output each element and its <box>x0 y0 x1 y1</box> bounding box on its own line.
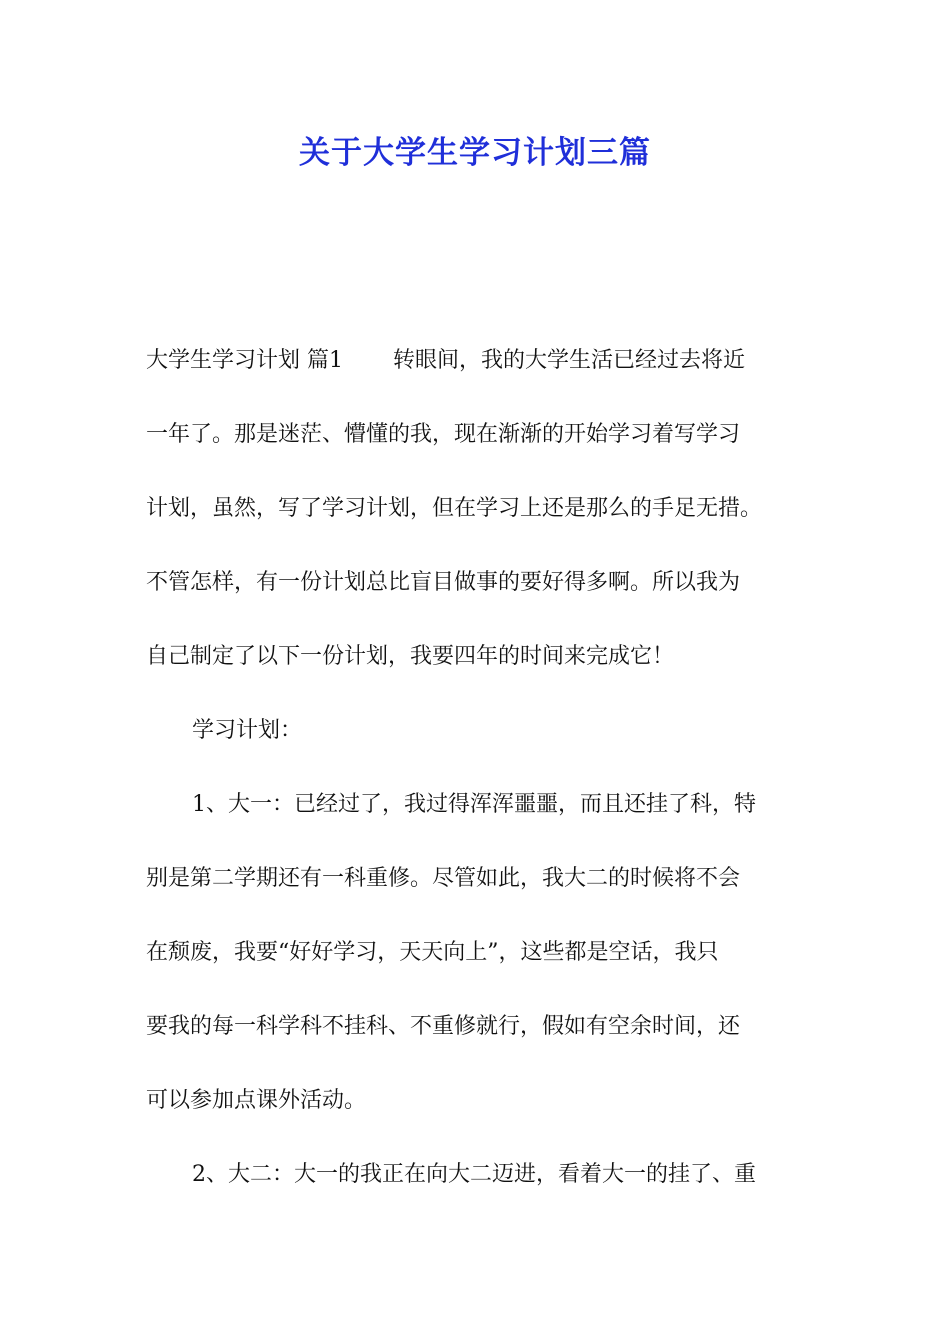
paragraph-line: 别是第二学期还有一科重修。尽管如此，我大二的时候将不会 <box>146 866 741 891</box>
document-body <box>146 336 811 1224</box>
paragraph-line: 在颓废，我要“好好学习，天天向上”，这些都是空话，我只 <box>146 940 719 965</box>
subheading-line: 学习计划： <box>192 718 303 743</box>
list-item-line: 1、大一：已经过了，我过得浑浑噩噩，而且还挂了科，特 <box>192 792 756 817</box>
section-heading: 大学生学习计划 篇1 <box>146 348 343 373</box>
paragraph-line: 要我的每一科学科不挂科、不重修就行，假如有空余时间，还 <box>146 1014 741 1039</box>
paragraph-text: 转眼间，我的大学生活已经过去将近 <box>393 348 746 373</box>
paragraph-line: 计划，虽然，写了学习计划，但在学习上还是那么的手足无措。 <box>146 496 763 521</box>
list-item-line: 2、大二：大一的我正在向大二迈进，看着大一的挂了、重 <box>192 1162 756 1187</box>
document-title: 关于大学生学习计划三篇 <box>299 135 651 171</box>
paragraph-line: 一年了。那是迷茫、懵懂的我，现在渐渐的开始学习着写学习 <box>146 422 741 447</box>
paragraph-line: 不管怎样，有一份计划总比盲目做事的要好得多啊。所以我为 <box>146 570 741 595</box>
paragraph-line <box>146 336 811 410</box>
paragraph-line: 自己制定了以下一份计划，我要四年的时间来完成它！ <box>146 644 675 669</box>
paragraph-line: 可以参加点课外活动。 <box>146 1088 367 1113</box>
